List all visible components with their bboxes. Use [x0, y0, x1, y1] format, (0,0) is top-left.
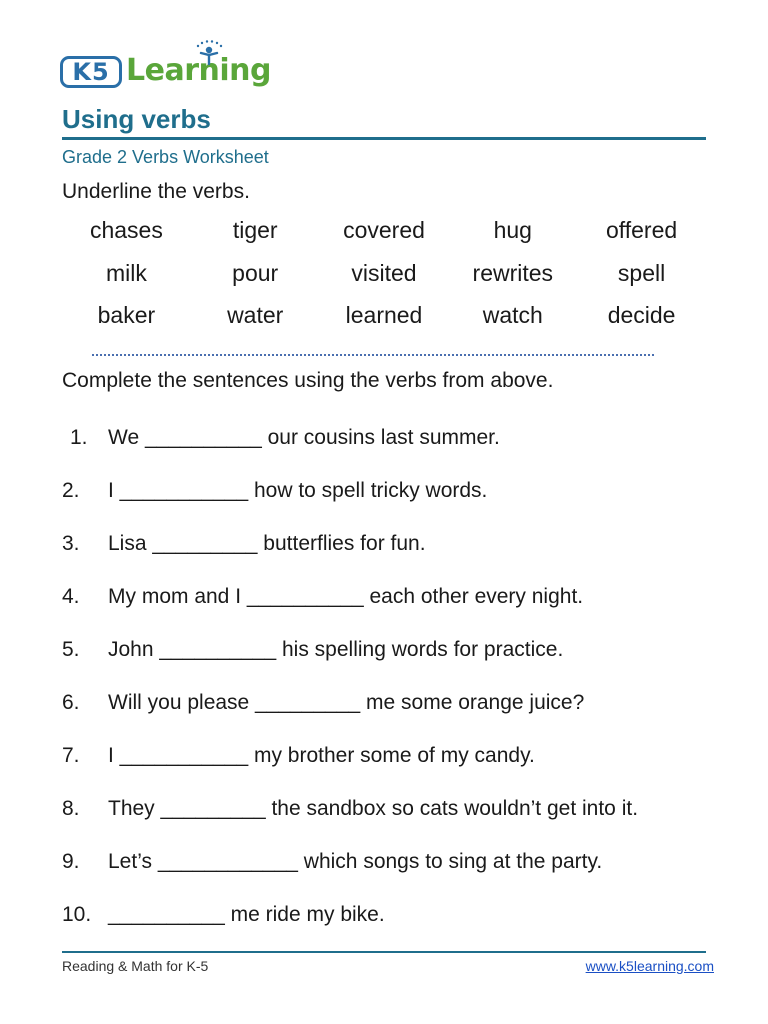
sentence-item [62, 530, 722, 583]
sentence-number: 2. [62, 479, 80, 502]
sentence-number: 9. [62, 850, 80, 873]
sentence-text: Will you please _________ me some orange juice? [108, 691, 585, 714]
sentence-text: John __________ his spelling words for practice. [108, 638, 564, 661]
word-bank-item: hug [493, 217, 532, 243]
word-bank-item: covered [343, 217, 425, 243]
sentence-item [62, 424, 722, 477]
word-bank-item: tiger [232, 217, 278, 243]
sentence-number: 8. [62, 797, 80, 820]
sentence-text: I ___________ my brother some of my candy. [108, 744, 535, 767]
word-bank-row [62, 255, 706, 298]
sentence-item [62, 689, 722, 742]
sentence-item [62, 795, 722, 848]
sentence-number: 1. [70, 426, 88, 449]
word-bank-item: decide [607, 302, 676, 328]
worksheet-title: Using verbs [62, 104, 211, 134]
sentence-text: We __________ our cousins last summer. [108, 426, 500, 449]
word-bank [62, 212, 706, 340]
title-divider [62, 137, 706, 140]
word-bank-item: chases [89, 217, 163, 243]
footer-tagline: Reading & Math for K-5 [62, 958, 209, 974]
footer-divider [62, 951, 706, 953]
logo-wordmark: Learning [126, 53, 271, 88]
sentence-item [62, 901, 722, 954]
sentence-number: 4. [62, 585, 80, 608]
word-bank-item: baker [97, 302, 156, 328]
instruction-complete: Complete the sentences using the verbs from above. [62, 369, 554, 392]
sentence-text: I ___________ how to spell tricky words. [108, 479, 488, 502]
sentence-text: Lisa _________ butterflies for fun. [108, 532, 426, 555]
word-bank-item: learned [345, 302, 423, 328]
dotted-divider [92, 354, 654, 356]
sentence-number: 3. [62, 532, 80, 555]
sentence-list [62, 424, 722, 954]
sentence-item [62, 742, 722, 795]
sentence-number: 5. [62, 638, 80, 661]
sentence-number: 10. [62, 903, 92, 926]
sentence-text: Let’s ____________ which songs to sing at the party. [108, 850, 603, 873]
word-bank-item: water [227, 302, 284, 328]
word-bank-item: spell [617, 259, 666, 286]
sentence-text: __________ me ride my bike. [108, 903, 385, 926]
word-bank-item: rewrites [472, 259, 554, 286]
sentence-number: 7. [62, 744, 80, 767]
sentence-text: My mom and I __________ each other every night. [108, 585, 584, 608]
word-bank-row [62, 212, 706, 255]
sentence-item [62, 583, 722, 636]
word-bank-item: pour [232, 259, 279, 286]
word-bank-item: offered [605, 217, 678, 243]
k5-learning-logo [60, 40, 271, 92]
sentence-item [62, 477, 722, 530]
word-bank-row [62, 297, 706, 340]
word-bank-item: watch [482, 302, 543, 328]
footer-website-link[interactable]: www.k5learning.com [585, 958, 714, 974]
sentence-item [62, 848, 722, 901]
logo-person-icon [192, 40, 226, 70]
word-bank-item: visited [351, 259, 417, 286]
worksheet-subtitle: Grade 2 Verbs Worksheet [62, 147, 269, 167]
sentence-item [62, 636, 722, 689]
sentence-text: They _________ the sandbox so cats wouldn’t get into it. [108, 797, 639, 820]
word-bank-item: milk [105, 259, 147, 286]
sentence-number: 6. [62, 691, 80, 714]
instruction-underline: Underline the verbs. [62, 180, 250, 203]
logo-k5-badge: K5 [60, 56, 122, 88]
